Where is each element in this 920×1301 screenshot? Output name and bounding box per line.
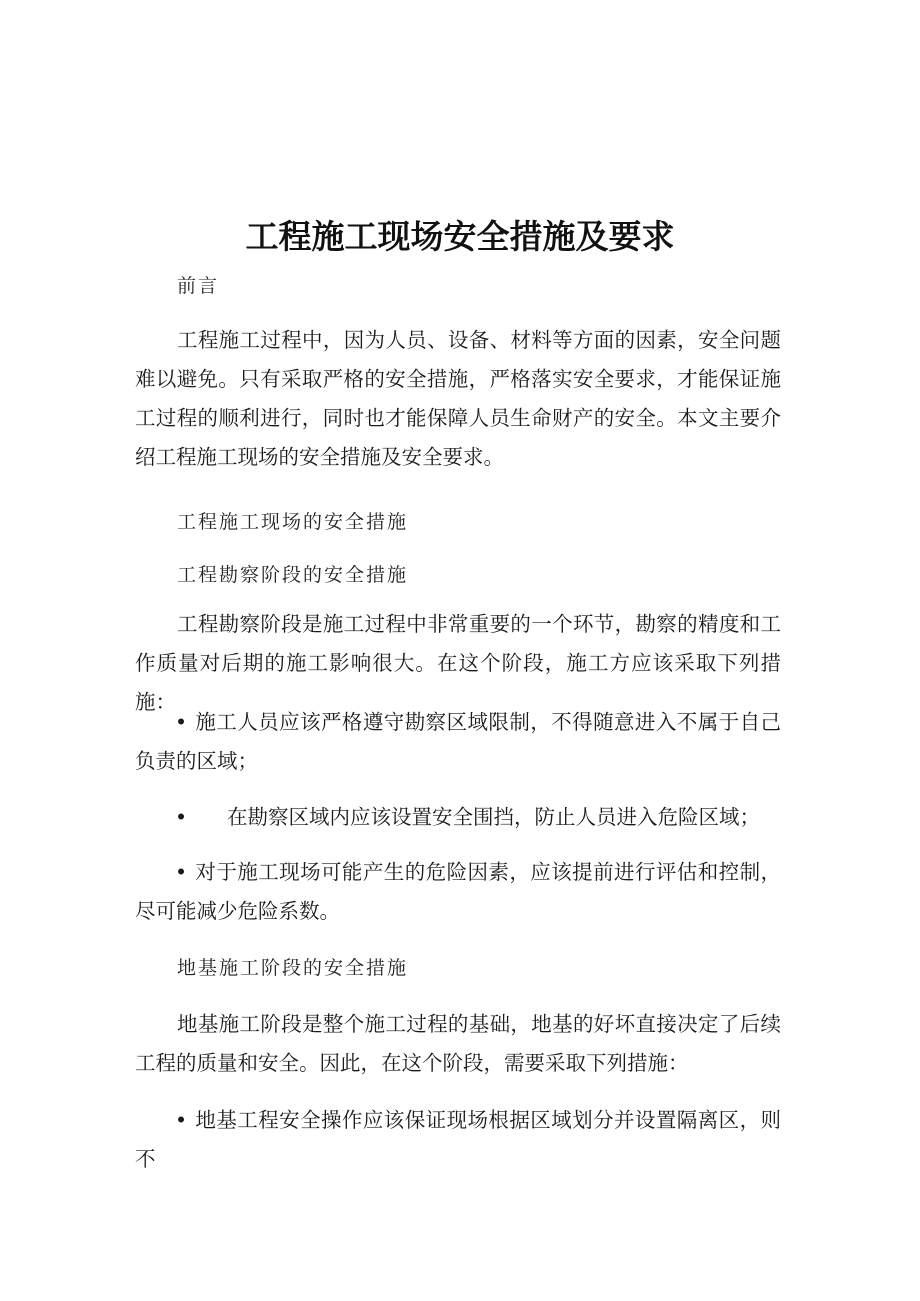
subsection-heading-foundation: 地基施工阶段的安全措施 <box>177 957 409 979</box>
list-item-text: 对于施工现场可能产生的危险因素，应该提前进行评估和控制，尽可能减少危险系数。 <box>135 860 781 923</box>
list-item <box>135 798 781 837</box>
preface-heading: 前言 <box>177 275 220 297</box>
bullet-icon: • <box>175 1108 188 1132</box>
subsection-heading-survey: 工程勘察阶段的安全措施 <box>177 564 409 586</box>
bullet-icon: • <box>175 805 188 829</box>
bullet-icon: • <box>175 710 188 734</box>
section-heading-site-safety: 工程施工现场的安全措施 <box>177 511 409 533</box>
bullet-icon: • <box>175 860 188 884</box>
document-title: 工程施工现场安全措施及要求 <box>245 217 675 256</box>
list-item-text: 地基工程安全操作应该保证现场根据区域划分并设置隔离区，则不 <box>135 1108 781 1171</box>
list-item-text: 在勘察区域内应该设置安全围挡，防止人员进入危险区域； <box>227 805 760 829</box>
list-item <box>135 703 781 781</box>
foundation-paragraph: 地基施工阶段是整个施工过程的基础，地基的好坏直接决定了后续工程的质量和安全。因此，在这个阶段，需要采取下列措施： <box>135 1012 781 1075</box>
preface-paragraph: 工程施工过程中，因为人员、设备、材料等方面的因素，安全问题难以避免。只有采取严格的安全措施，严格落实安全要求，才能保证施工过程的顺利进行，同时也才能保障人员生命财产的安全。本文主要介绍工程施工现场的安全措施及安全要求。 <box>135 328 781 469</box>
list-item <box>135 853 781 931</box>
list-item <box>135 1101 781 1179</box>
survey-paragraph: 工程勘察阶段是施工过程中非常重要的一个环节，勘察的精度和工作质量对后期的施工影响很大。在这个阶段，施工方应该采取下列措施： <box>135 612 781 714</box>
list-item-text: 施工人员应该严格遵守勘察区域限制，不得随意进入不属于自己负责的区域； <box>135 710 781 773</box>
